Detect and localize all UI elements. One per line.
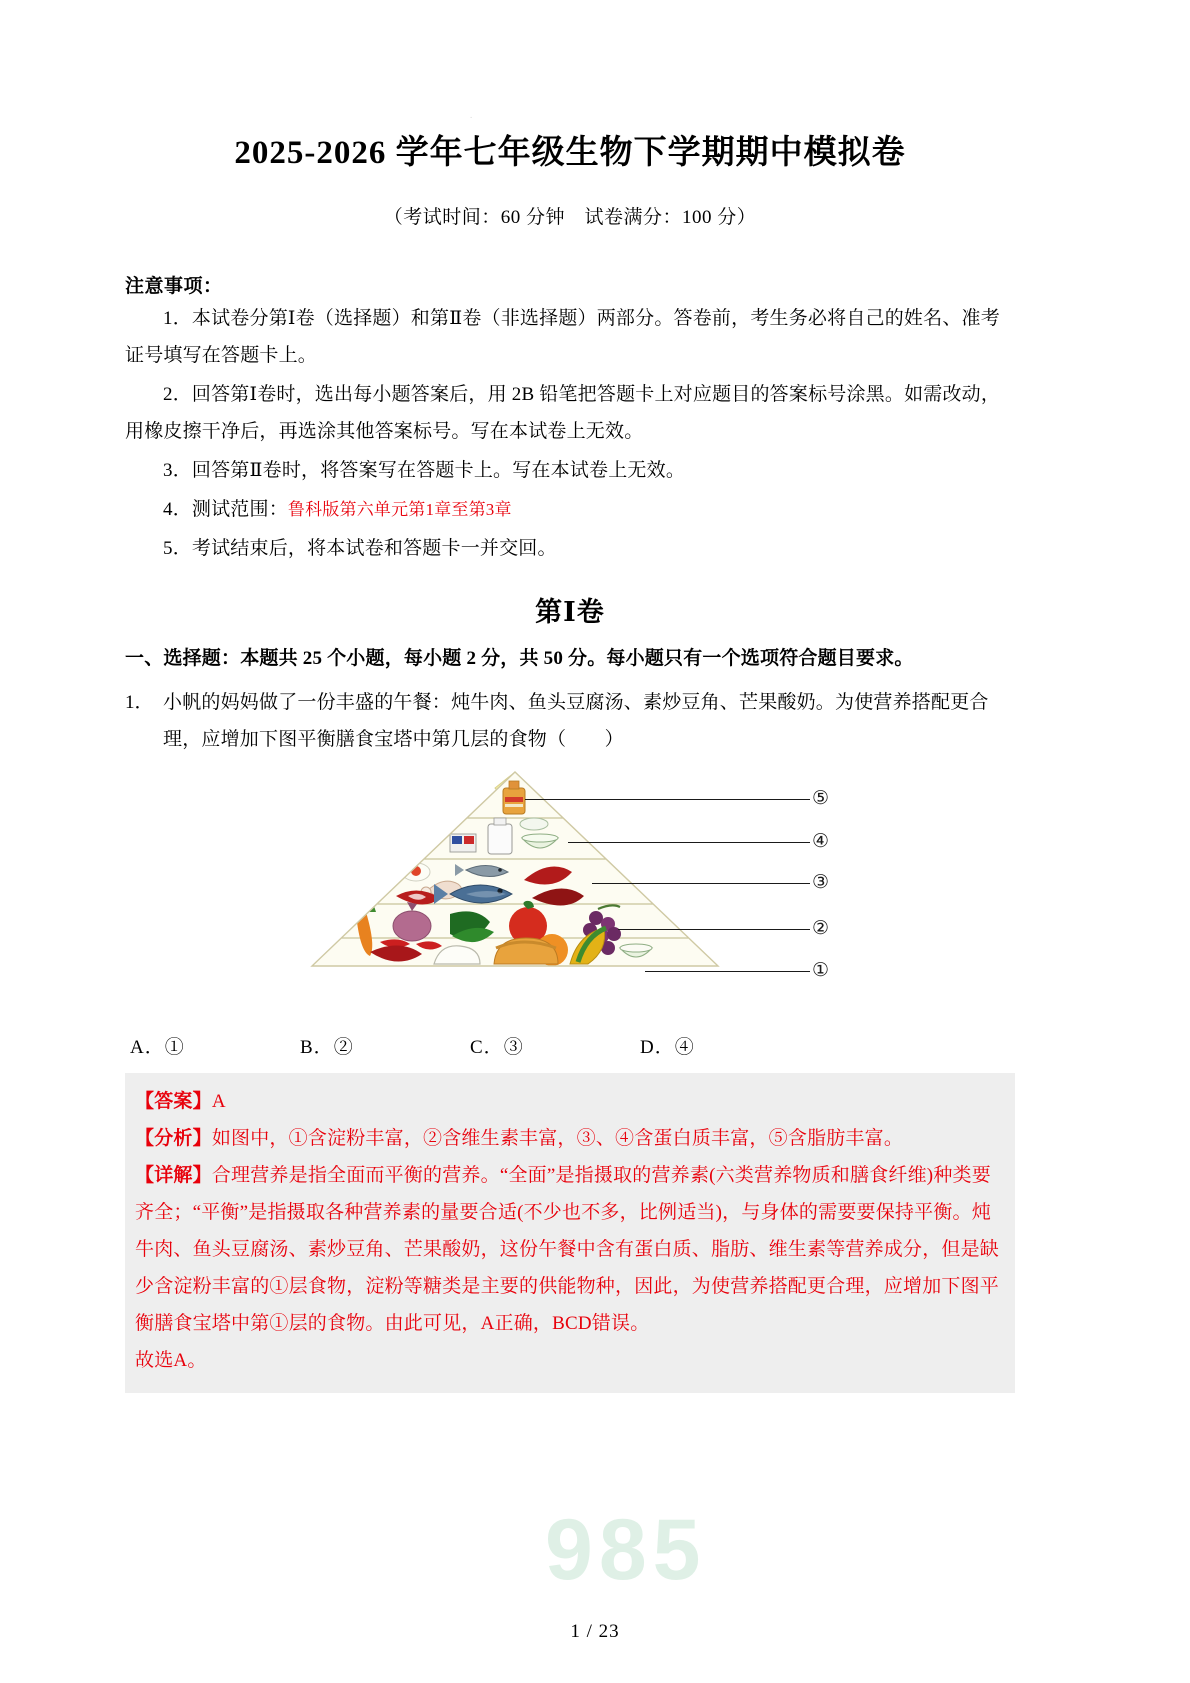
page-title: 2025-2026 学年七年级生物下学期期中模拟卷 (234, 135, 906, 171)
question-1 (125, 684, 1015, 758)
page-footer: 1 / 23 (570, 1621, 620, 1642)
pyramid-label-4: ④ (812, 830, 830, 852)
detail-tag: 【详解】 (135, 1164, 212, 1186)
scope-label: 4．测试范围： (163, 499, 288, 521)
pyramid-label-2: ② (812, 917, 830, 939)
option-d-value: ④ (674, 1036, 695, 1058)
conclusion-line: 故选A。 (135, 1349, 207, 1371)
notice-item-2: 2．回答第Ⅰ卷时，选出每小题答案后，用 2B 铅笔把答题卡上对应题目的答案标号涂黑。如需改动，用橡皮擦干净后，再选涂其他答案标号。写在本试卷上无效。 (125, 384, 1001, 443)
question-1-number: 1． (125, 691, 154, 713)
analysis-text: 如图中，①含淀粉丰富，②含维生素丰富，③、④含蛋白质丰富，⑤含脂肪丰富。 (211, 1127, 904, 1149)
leader-line-2 (618, 929, 810, 930)
option-c-value: ③ (503, 1036, 524, 1058)
page-content (125, 0, 1015, 1598)
notice-item-5: 5．考试结束后，将本试卷和答题卡一并交回。 (163, 538, 557, 560)
pyramid-label-5: ⑤ (812, 787, 830, 809)
choice-section-heading: 一、选择题：本题共 25 个小题，每小题 2 分，共 50 分。每小题只有一个选项符合题目要求。 (125, 647, 914, 669)
leader-line-3 (592, 883, 810, 884)
question-1-text: 小帆的妈妈做了一份丰盛的午餐：炖牛肉、鱼头豆腐汤、素炒豆角、芒果酸奶。为使营养搭配更合理，应增加下图平衡膳食宝塔中第几层的食物（ ） (163, 691, 989, 750)
analysis-tag: 【分析】 (135, 1127, 212, 1149)
balanced-diet-pyramid (300, 766, 920, 1014)
answer-line (135, 1083, 1003, 1120)
detail-line (135, 1157, 1003, 1342)
scope-value: 鲁科版第六单元第1章至第3章 (287, 500, 512, 520)
analysis-line (135, 1120, 1003, 1157)
option-b[interactable] (300, 1032, 470, 1059)
option-b-key: B． (300, 1036, 334, 1058)
section-heading-juan-1: 第Ⅰ卷 (535, 596, 605, 627)
notice-item-3: 3．回答第Ⅱ卷时，将答案写在答题卡上。写在本试卷上无效。 (163, 460, 686, 482)
pyramid-label-1: ① (812, 959, 830, 981)
option-b-value: ② (333, 1036, 354, 1058)
option-c-key: C． (470, 1036, 504, 1058)
leader-line-4 (568, 842, 810, 843)
leader-line-1 (645, 971, 810, 972)
notice-item-1: 1．本试卷分第Ⅰ卷（选择题）和第Ⅱ卷（非选择题）两部分。答卷前，考生务必将自己的姓名、准考证号填写在答题卡上。 (125, 308, 1000, 367)
watermark-985: 985 (545, 1501, 707, 1598)
answer-tag: 【答案】 (135, 1090, 212, 1112)
option-a[interactable] (130, 1032, 300, 1059)
notice-item-4 (125, 491, 1015, 528)
pyramid-label-3: ③ (812, 871, 830, 893)
question-1-explanation (125, 1073, 1015, 1393)
notice-heading: 注意事项： (125, 276, 223, 298)
leader-line-5 (525, 799, 810, 800)
option-c[interactable] (470, 1032, 640, 1059)
detail-text: 合理营养是指全面而平衡的营养。“全面”是指摄取的营养素(六类营养物质和膳食纤维)种类要齐全；“平衡”是指摄取各种营养素的量要合适(不少也不多，比例适当)，与身体的需要要保持平衡。炖牛肉、鱼头豆腐汤、素炒豆角、芒果酸奶，这份午餐中含有蛋白质、脂肪、维生素等营养成分，但是缺少含淀粉丰富的①层食物，淀粉等糖类是主要的供能物种，因此，为使营养搭配更合理，应增加下图平衡膳食宝塔中第①层的食物。由此可见，A正确，BCD错误。 (135, 1164, 1000, 1334)
answer-value: A (211, 1090, 226, 1112)
option-a-key: A． (130, 1036, 165, 1058)
option-d[interactable] (640, 1032, 810, 1059)
food-milk-carton (450, 834, 476, 852)
question-1-options (125, 1032, 1015, 1059)
page-artifact-dot: . (470, 110, 473, 120)
exam-meta-subtitle: （考试时间：60 分钟 试卷满分：100 分） (383, 207, 757, 229)
option-a-value: ① (164, 1036, 185, 1058)
option-d-key: D． (640, 1036, 675, 1058)
